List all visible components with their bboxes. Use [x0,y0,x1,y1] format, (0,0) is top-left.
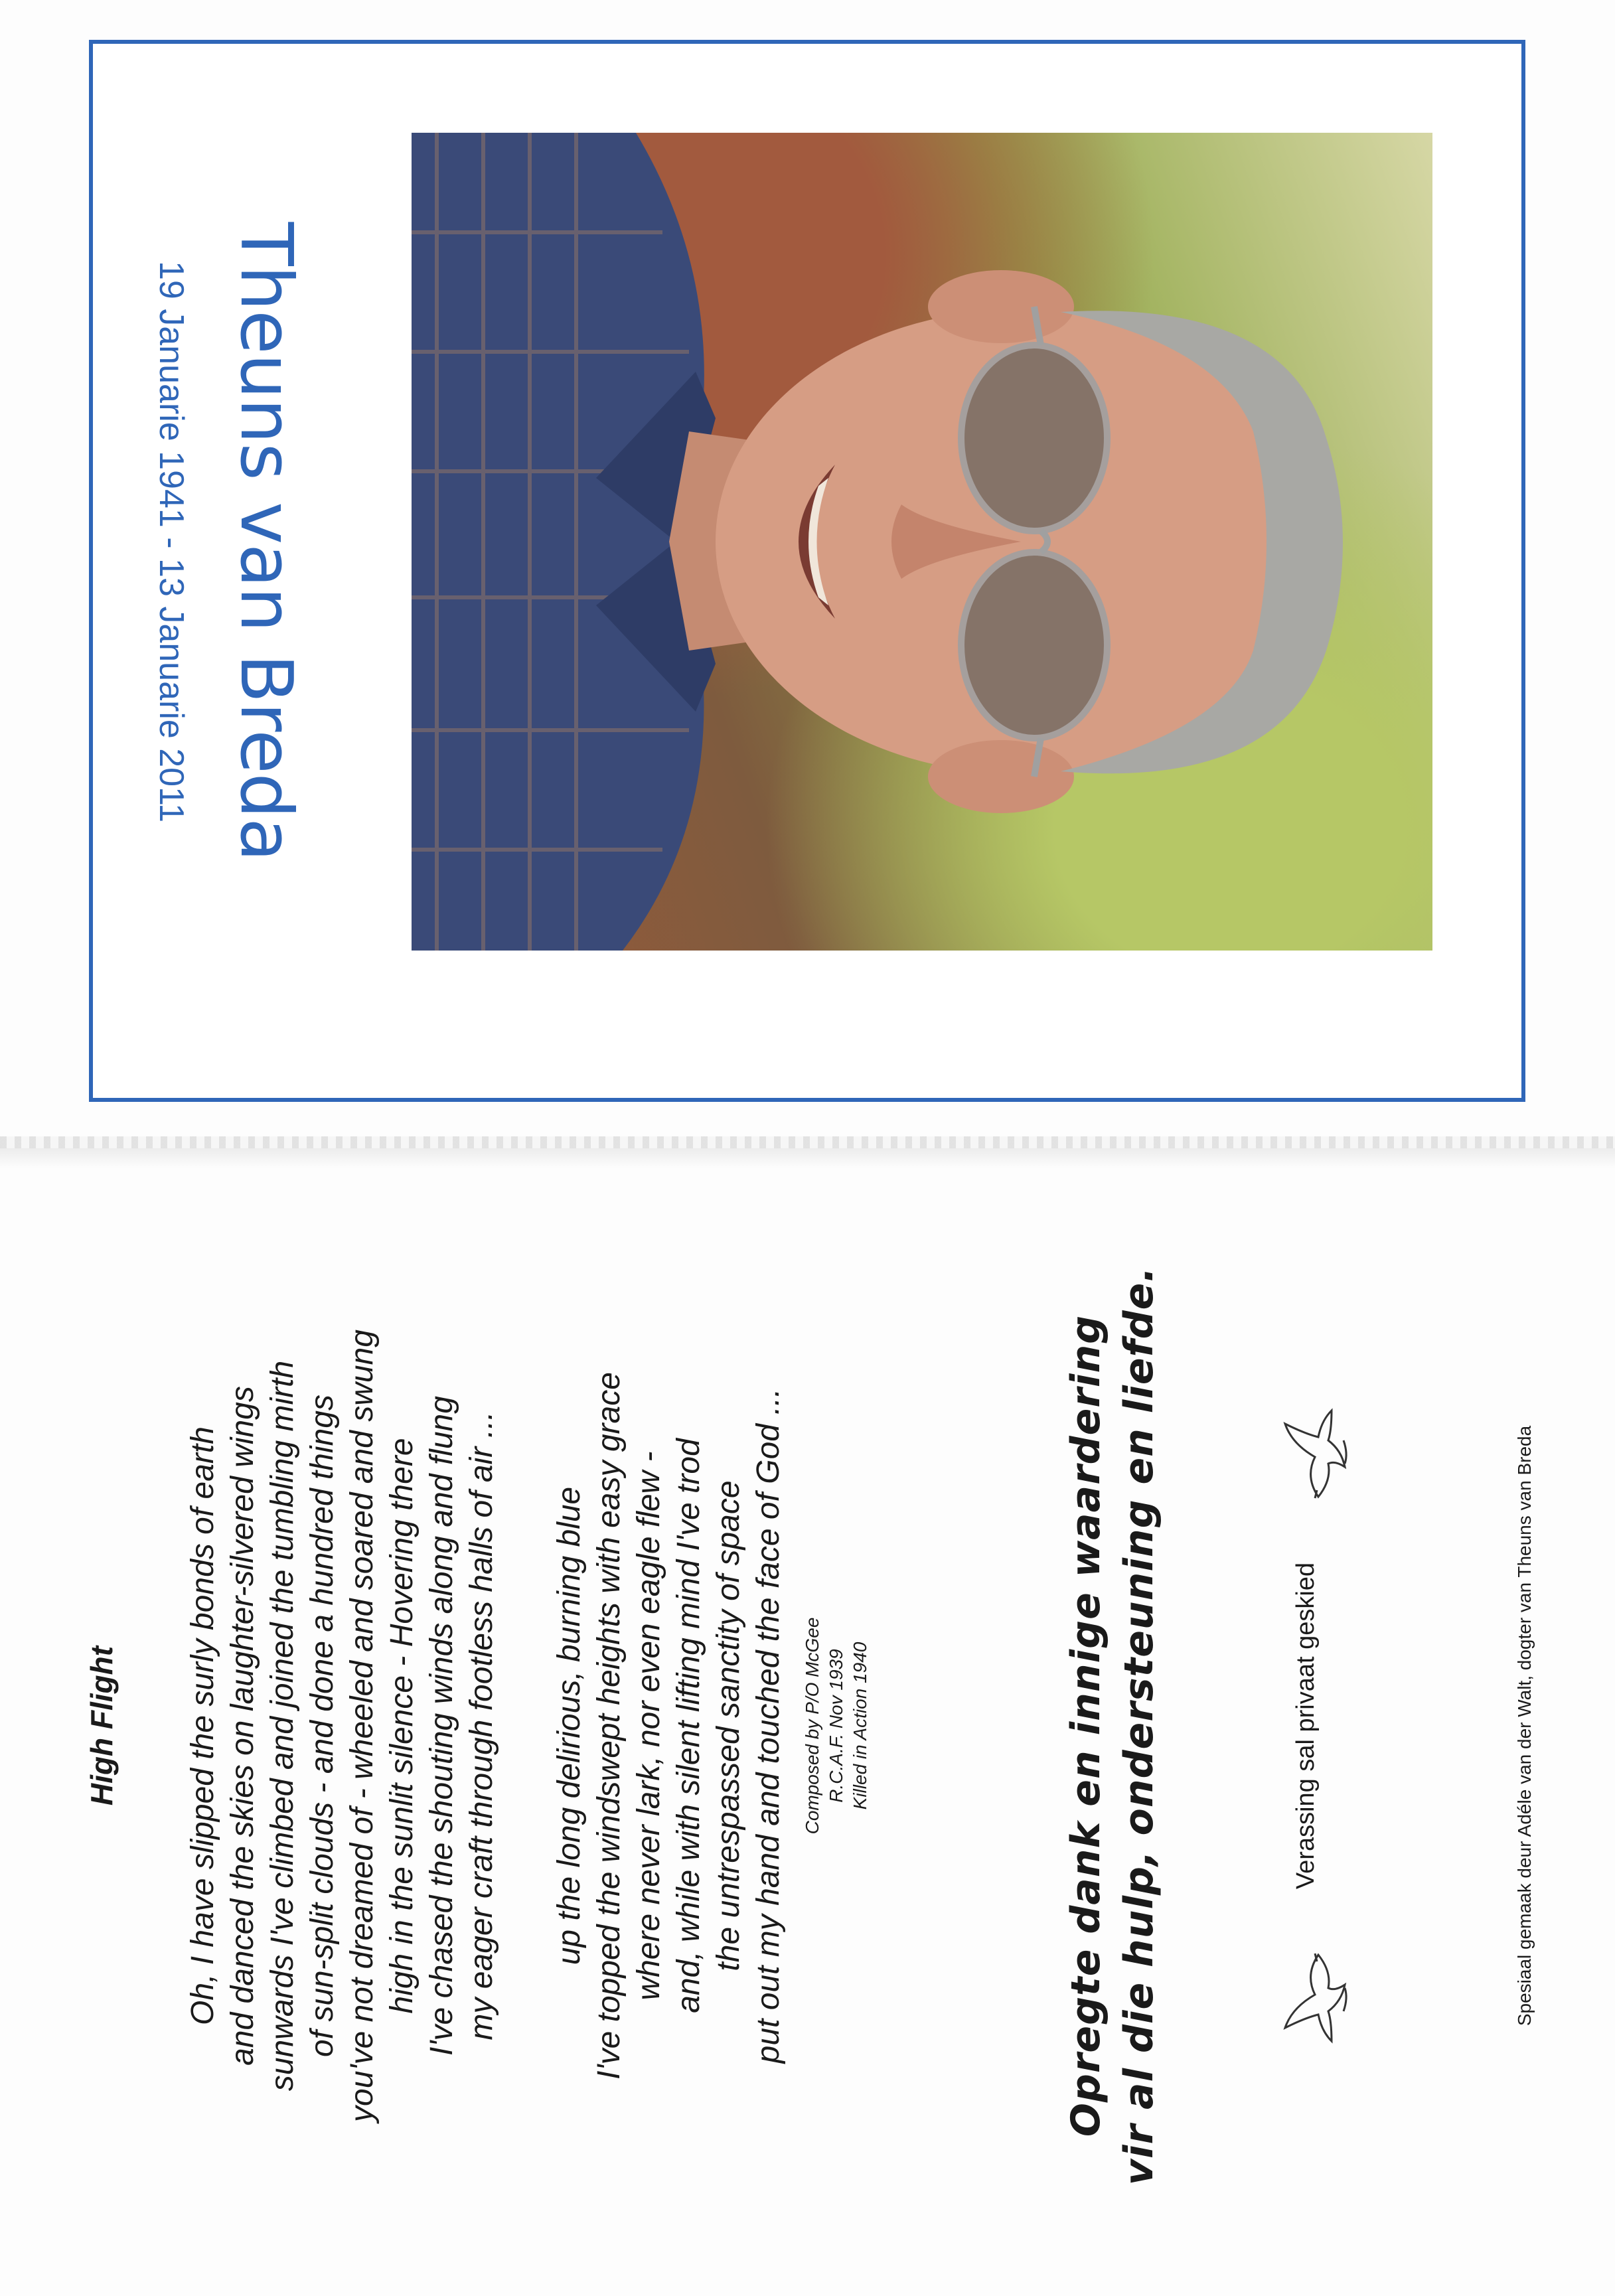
poem-line: high in the sunlit silence - Hovering there [384,1438,420,2014]
credit-line: Killed in Action 1940 [850,1642,870,1810]
poem-line: and, while with silent lifting mind I've trod [671,1438,706,2013]
inside-page [44,1185,1571,2267]
poem-line: I've chased the shouting winds along and flung [424,1396,459,2056]
poem-line: sunwards I've climbed and joined the tumbling mirth [265,1360,300,2092]
poem-line: the untrespassed sanctity of space [711,1480,746,1971]
poem-line: and danced the skies on laughter-silvered wings [225,1386,260,2066]
stanza-gap [502,1185,550,2267]
card-fold-line [0,1136,1615,1148]
poem-line: up the long delirious, burning blue [552,1486,587,1965]
credit-line: R.C.A.F. Nov 1939 [826,1649,846,1803]
cremation-notice: Verassing sal privaat geskied [1292,1562,1320,1890]
dove-icon [1278,1404,1351,1503]
portrait-photo [412,133,1432,951]
card-fold-shadow [0,1148,1615,1168]
deceased-name: Theuns van Breda [224,222,307,862]
life-dates: 19 Januarie 1941 - 13 Januarie 2011 [152,260,191,823]
poem-line: put out my hand and touched the face of God ... [751,1388,786,2064]
front-cover [89,40,1525,1102]
made-by-note: Spesiaal gemaak deur Adéle van der Walt, dogter van Theuns van Breda [1514,1425,1535,2027]
poem-line: I've topped the windswept heights with easy grace [591,1372,627,2080]
poem-title: High Flight [84,1645,119,1806]
poem-line: of sun-split clouds - and done a hundred things [305,1395,340,2057]
portrait-illustration [412,133,1432,951]
poem-line: my eager craft through footless halls of air ... [464,1411,499,2040]
poem-line: where never lark, nor even eagle flew - [631,1451,666,2001]
poem-line: you've not dreamed of - wheeled and soared and swung [345,1330,380,2122]
credit-line: Composed by P/O McGee [802,1617,822,1835]
poem-body [183,1185,789,2267]
poem-line: Oh, I have slipped the surly bonds of earth [185,1426,220,2025]
thanks-line: Opregte dank en innige waardering [1063,1314,1109,2137]
poem-credit [801,1185,872,2267]
thanks-line: vir al die hulp, ondersteuning en liefde. [1116,1266,1162,2186]
thank-you-message [1059,1185,1166,2267]
